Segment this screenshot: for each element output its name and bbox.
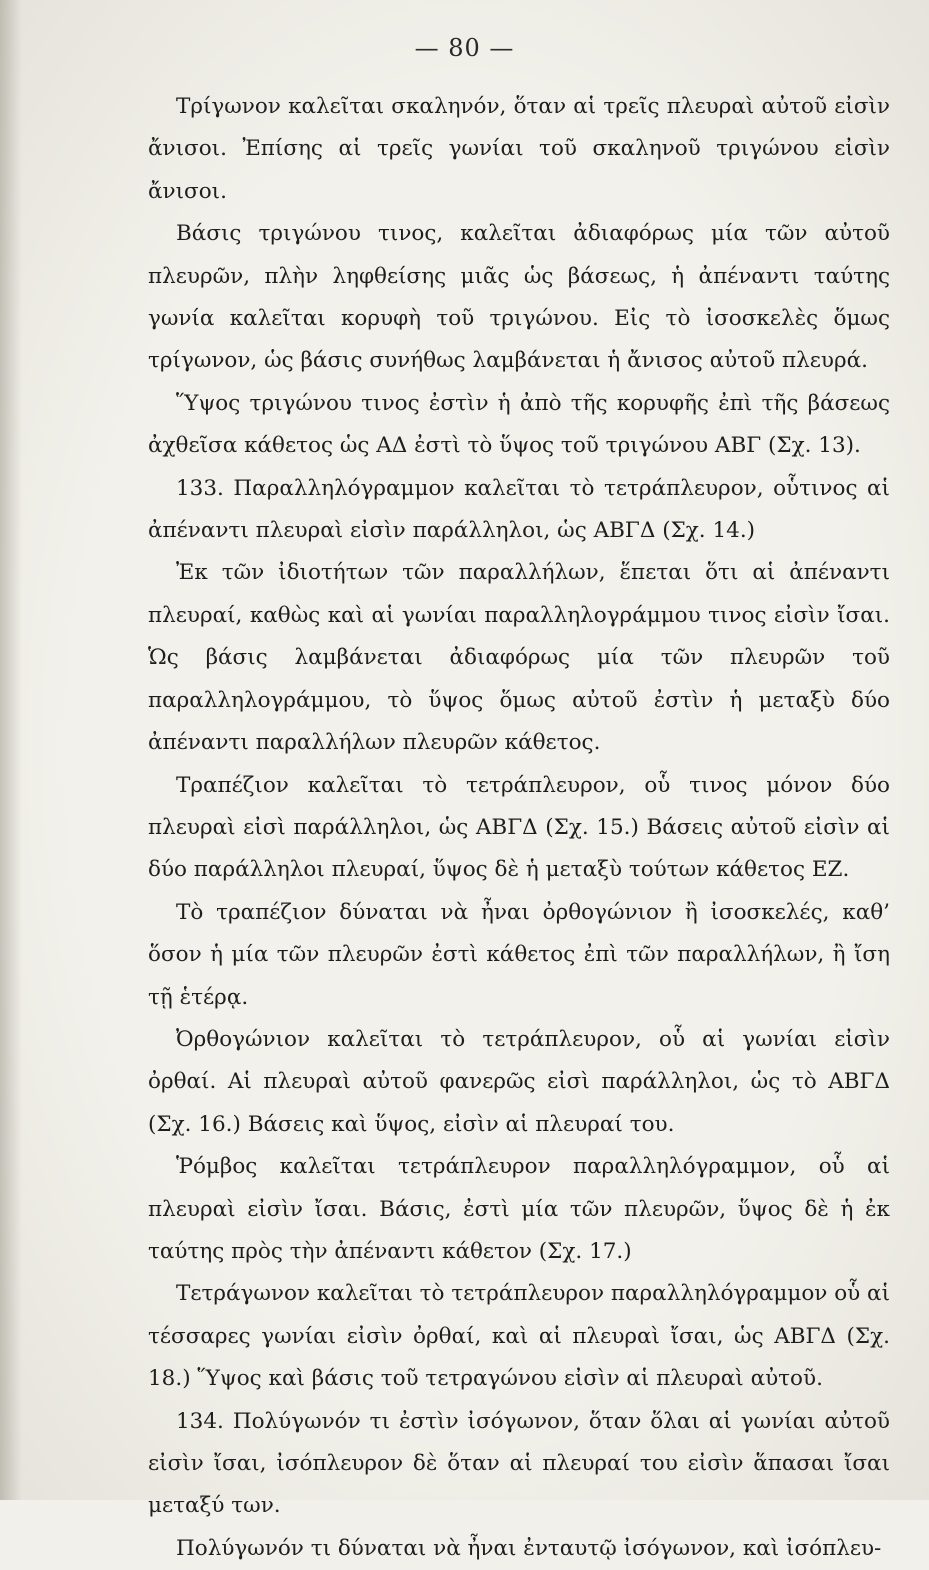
page-body-text bbox=[148, 86, 890, 1570]
paragraph-rectangle: Ὀρθογώνιον καλεῖται τὸ τετράπλευρον, οὗ αἱ γωνίαι εἰσὶν ὀρθαί. Αἱ πλευραὶ αὐτοῦ φανερῶς εἰσὶ παράλληλοι, ὡς τὸ ΑΒΓΔ (Σχ. 16.) Βάσεις καὶ ὕψος, εἰσὶν αἱ πλευραί του. bbox=[148, 1026, 890, 1137]
paragraph-polygon-continued: Πολύγωνόν τι δύναται νὰ ἦναι ἐνταυτῷ ἰσόγωνον, καὶ ἰσόπλευ- bbox=[176, 1535, 882, 1561]
paragraph-trapezium-types: Τὸ τραπέζιον δύναται νὰ ἦναι ὀρθογώνιον ἢ ἰσοσκελές, καθ’ ὅσον ἡ μία τῶν πλευρῶν ἐστὶ κάθετος ἐπὶ τῶν παραλλήλων, ἢ ἴση τῇ ἑτέρᾳ. bbox=[148, 899, 890, 1010]
paragraph-equiangular-polygon: 134. Πολύγωνόν τι ἐστὶν ἰσόγωνον, ὅταν ὅλαι αἱ γωνίαι αὐτοῦ εἰσὶν ἴσαι, ἰσόπλευρον δὲ ὅταν αἱ πλευραί του εἰσὶν ἅπασαι ἴσαι μεταξύ των. bbox=[148, 1408, 890, 1519]
page-number: — 80 — bbox=[414, 34, 515, 62]
paragraph-square: Τετράγωνον καλεῖται τὸ τετράπλευρον παραλληλόγραμμον οὗ αἱ τέσσαρες γωνίαι εἰσὶν ὀρθαί, καὶ αἱ πλευραὶ ἴσαι, ὡς ΑΒΓΔ (Σχ. 18.) Ὕψος καὶ βάσις τοῦ τετραγώνου εἰσὶν αἱ πλευραὶ αὐτοῦ. bbox=[148, 1281, 890, 1392]
paragraph-rhombus: Ῥόμβος καλεῖται τετράπλευρον παραλληλόγραμμον, οὗ αἱ πλευραὶ εἰσὶν ἴσαι. Βάσις, ἐστὶ μία τῶν πλευρῶν, ὕψος δὲ ἡ ἐκ ταύτης πρὸς τὴν ἀπέναντι κάθετον (Σχ. 17.) bbox=[148, 1154, 890, 1264]
paragraph-parallelogram: 133. Παραλληλόγραμμον καλεῖται τὸ τετράπλευρον, οὗτινος αἱ ἀπέναντι πλευραὶ εἰσὶν παράλληλοι, ὡς ΑΒΓΔ (Σχ. 14.) bbox=[148, 475, 890, 544]
paragraph-triangle-height: Ὕψος τριγώνου τινος ἐστὶν ἡ ἀπὸ τῆς κορυφῆς ἐπὶ τῆς βάσεως ἀχθεῖσα κάθετος ὡς ΑΔ ἐστὶ τὸ ὕψος τοῦ τριγώνου ΑΒΓ (Σχ. 13). bbox=[148, 390, 890, 459]
paragraph-triangle-base: Βάσις τριγώνου τινος, καλεῖται ἀδιαφόρως μία τῶν αὐτοῦ πλευρῶν, πλὴν ληφθείσης μιᾶς ὡς βάσεως, ἡ ἀπέναντι ταύτης γωνία καλεῖται κορυφὴ τοῦ τριγώνου. Εἰς τὸ ἰσοσκελὲς ὅμως τρίγωνον, ὡς βάσις συνήθως λαμβάνεται ἡ ἄνισος αὐτοῦ πλευρά. bbox=[148, 221, 890, 374]
paragraph-parallel-properties: Ἐκ τῶν ἰδιοτήτων τῶν παραλλήλων, ἕπεται ὅτι αἱ ἀπέναντι πλευραί, καθὼς καὶ αἱ γωνίαι παραλληλογράμμου τινος εἰσὶν ἴσαι. Ὡς βάσις λαμβάνεται ἀδιαφόρως μία τῶν πλευρῶν τοῦ παραλληλογράμμου, τὸ ὕψος ὅμως αὐτοῦ ἐστὶν ἡ μεταξὺ δύο ἀπέναντι παραλλήλων πλευρῶν κάθετος. bbox=[148, 560, 890, 756]
paragraph-scalene-triangle: Τρίγωνον καλεῖται σκαληνόν, ὅταν αἱ τρεῖς πλευραὶ αὐτοῦ εἰσὶν ἄνισοι. Ἐπίσης αἱ τρεῖς γωνίαι τοῦ σκαληνοῦ τριγώνου εἰσὶν ἄνισοι. bbox=[148, 94, 890, 204]
paragraph-trapezium: Τραπέζιον καλεῖται τὸ τετράπλευρον, οὗ τινος μόνον δύο πλευραὶ εἰσὶ παράλληλοι, ὡς ΑΒΓΔ (Σχ. 15.) Βάσεις αὐτοῦ εἰσὶν αἱ δύο παράλληλοι πλευραί, ὕψος δὲ ἡ μεταξὺ τούτων κάθετος ΕΖ. bbox=[148, 772, 890, 883]
page-edge-shadow bbox=[0, 0, 22, 1500]
